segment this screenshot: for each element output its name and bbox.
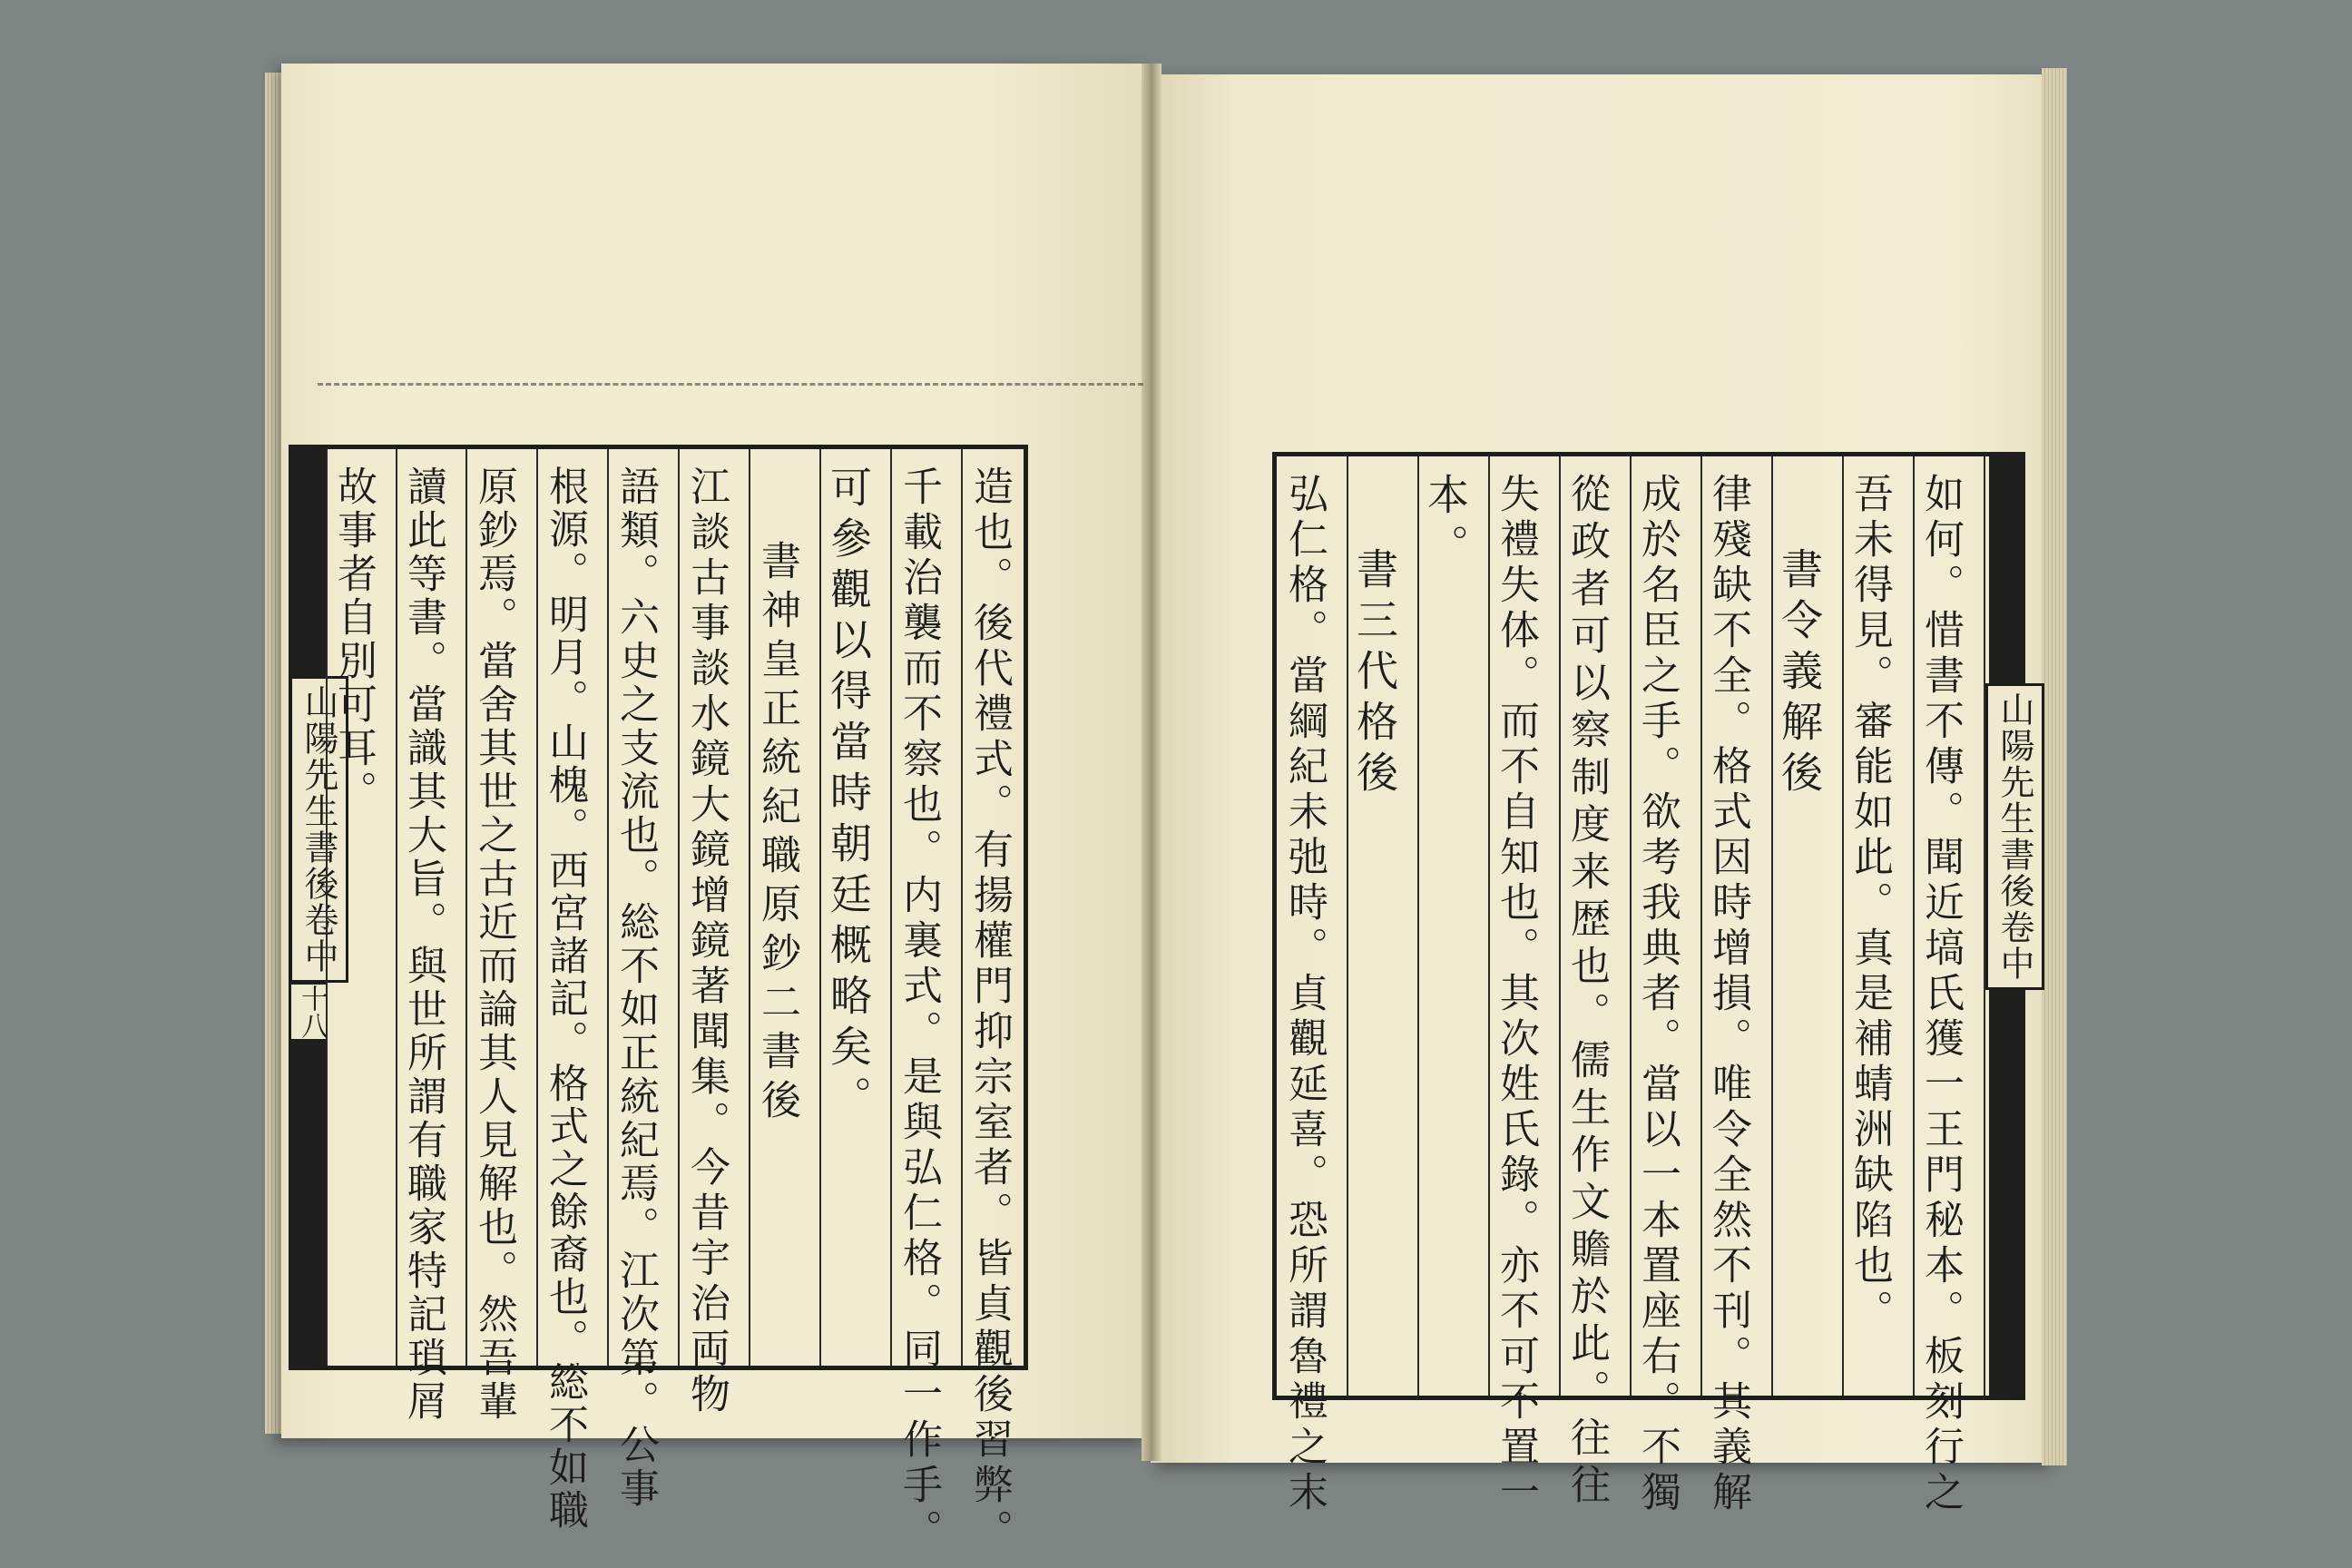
text-column: 可參觀以得當時朝廷概略矣。 [824, 466, 873, 1126]
right-text-frame [1272, 452, 2034, 1516]
right-hanshin [1989, 456, 2034, 1396]
left-hanshin [293, 449, 338, 1366]
text-column: 弘仁格。當綱紀未弛時。貞觀延喜。恐所謂魯禮之末 [1281, 473, 1328, 1516]
text-column: 律殘缺不全。格式因時增損。唯令全然不刊。其義解 [1705, 473, 1751, 1516]
text-column: 根源。明月。山槐。西宮諸記。格式之餘裔也。総不如職 [542, 466, 588, 1532]
section-heading: 書令義解後 [1775, 547, 1824, 801]
running-title: 山陽先生書後卷中 [289, 676, 348, 983]
left-text-frame [289, 445, 1028, 1554]
text-column: 吾未得見。審能如此。真是補蜻洲缺陷也。 [1847, 473, 1893, 1335]
text-column: 故事者自別可耳。 [330, 466, 377, 814]
text-column: 如何。惜書不傳。聞近塙氏獲一王門秘本。板刻行之 [1917, 473, 1964, 1516]
book-gutter [1142, 64, 1161, 1461]
section-heading: 書三代格後 [1350, 547, 1399, 801]
text-column: 千載治襲而不察也。内裏式。是與弘仁格。同一作手。 [896, 466, 942, 1554]
text-column: 語類。六史之支流也。総不如正統紀焉。江次第。公事 [612, 466, 659, 1511]
text-column: 原鈔焉。當舍其世之古近而論其人見解也。然吾輩 [471, 466, 517, 1424]
running-title: 山陽先生書後卷中 [1985, 683, 2044, 990]
text-column: 本。 [1421, 473, 1470, 574]
section-heading: 書神皇正統紀職原鈔二書後 [754, 540, 800, 1128]
fold-line [318, 383, 1143, 386]
text-column: 讀此等書。當識其大旨。與世所謂有職家特記瑣屑 [400, 466, 446, 1424]
page-number: 十八 [291, 985, 331, 1039]
text-column: 失禮失体。而不自知也。其次姓氏錄。亦不可不置一 [1493, 473, 1539, 1516]
text-column: 成於名臣之手。欲考我典者。當以一本置座右。不獨 [1634, 473, 1681, 1516]
text-column: 從政者可以察制度来歴也。儒生作文贍於此。往往 [1563, 473, 1610, 1511]
left-page-edges [265, 73, 283, 1434]
text-column: 江談古事談水鏡大鏡增鏡著聞集。今昔宇治両物 [683, 466, 730, 1418]
right-page-edges [2042, 68, 2067, 1465]
text-column: 造也。後代禮式。有揚權門抑宗室者。皆貞觀後習弊。 [966, 466, 1013, 1554]
